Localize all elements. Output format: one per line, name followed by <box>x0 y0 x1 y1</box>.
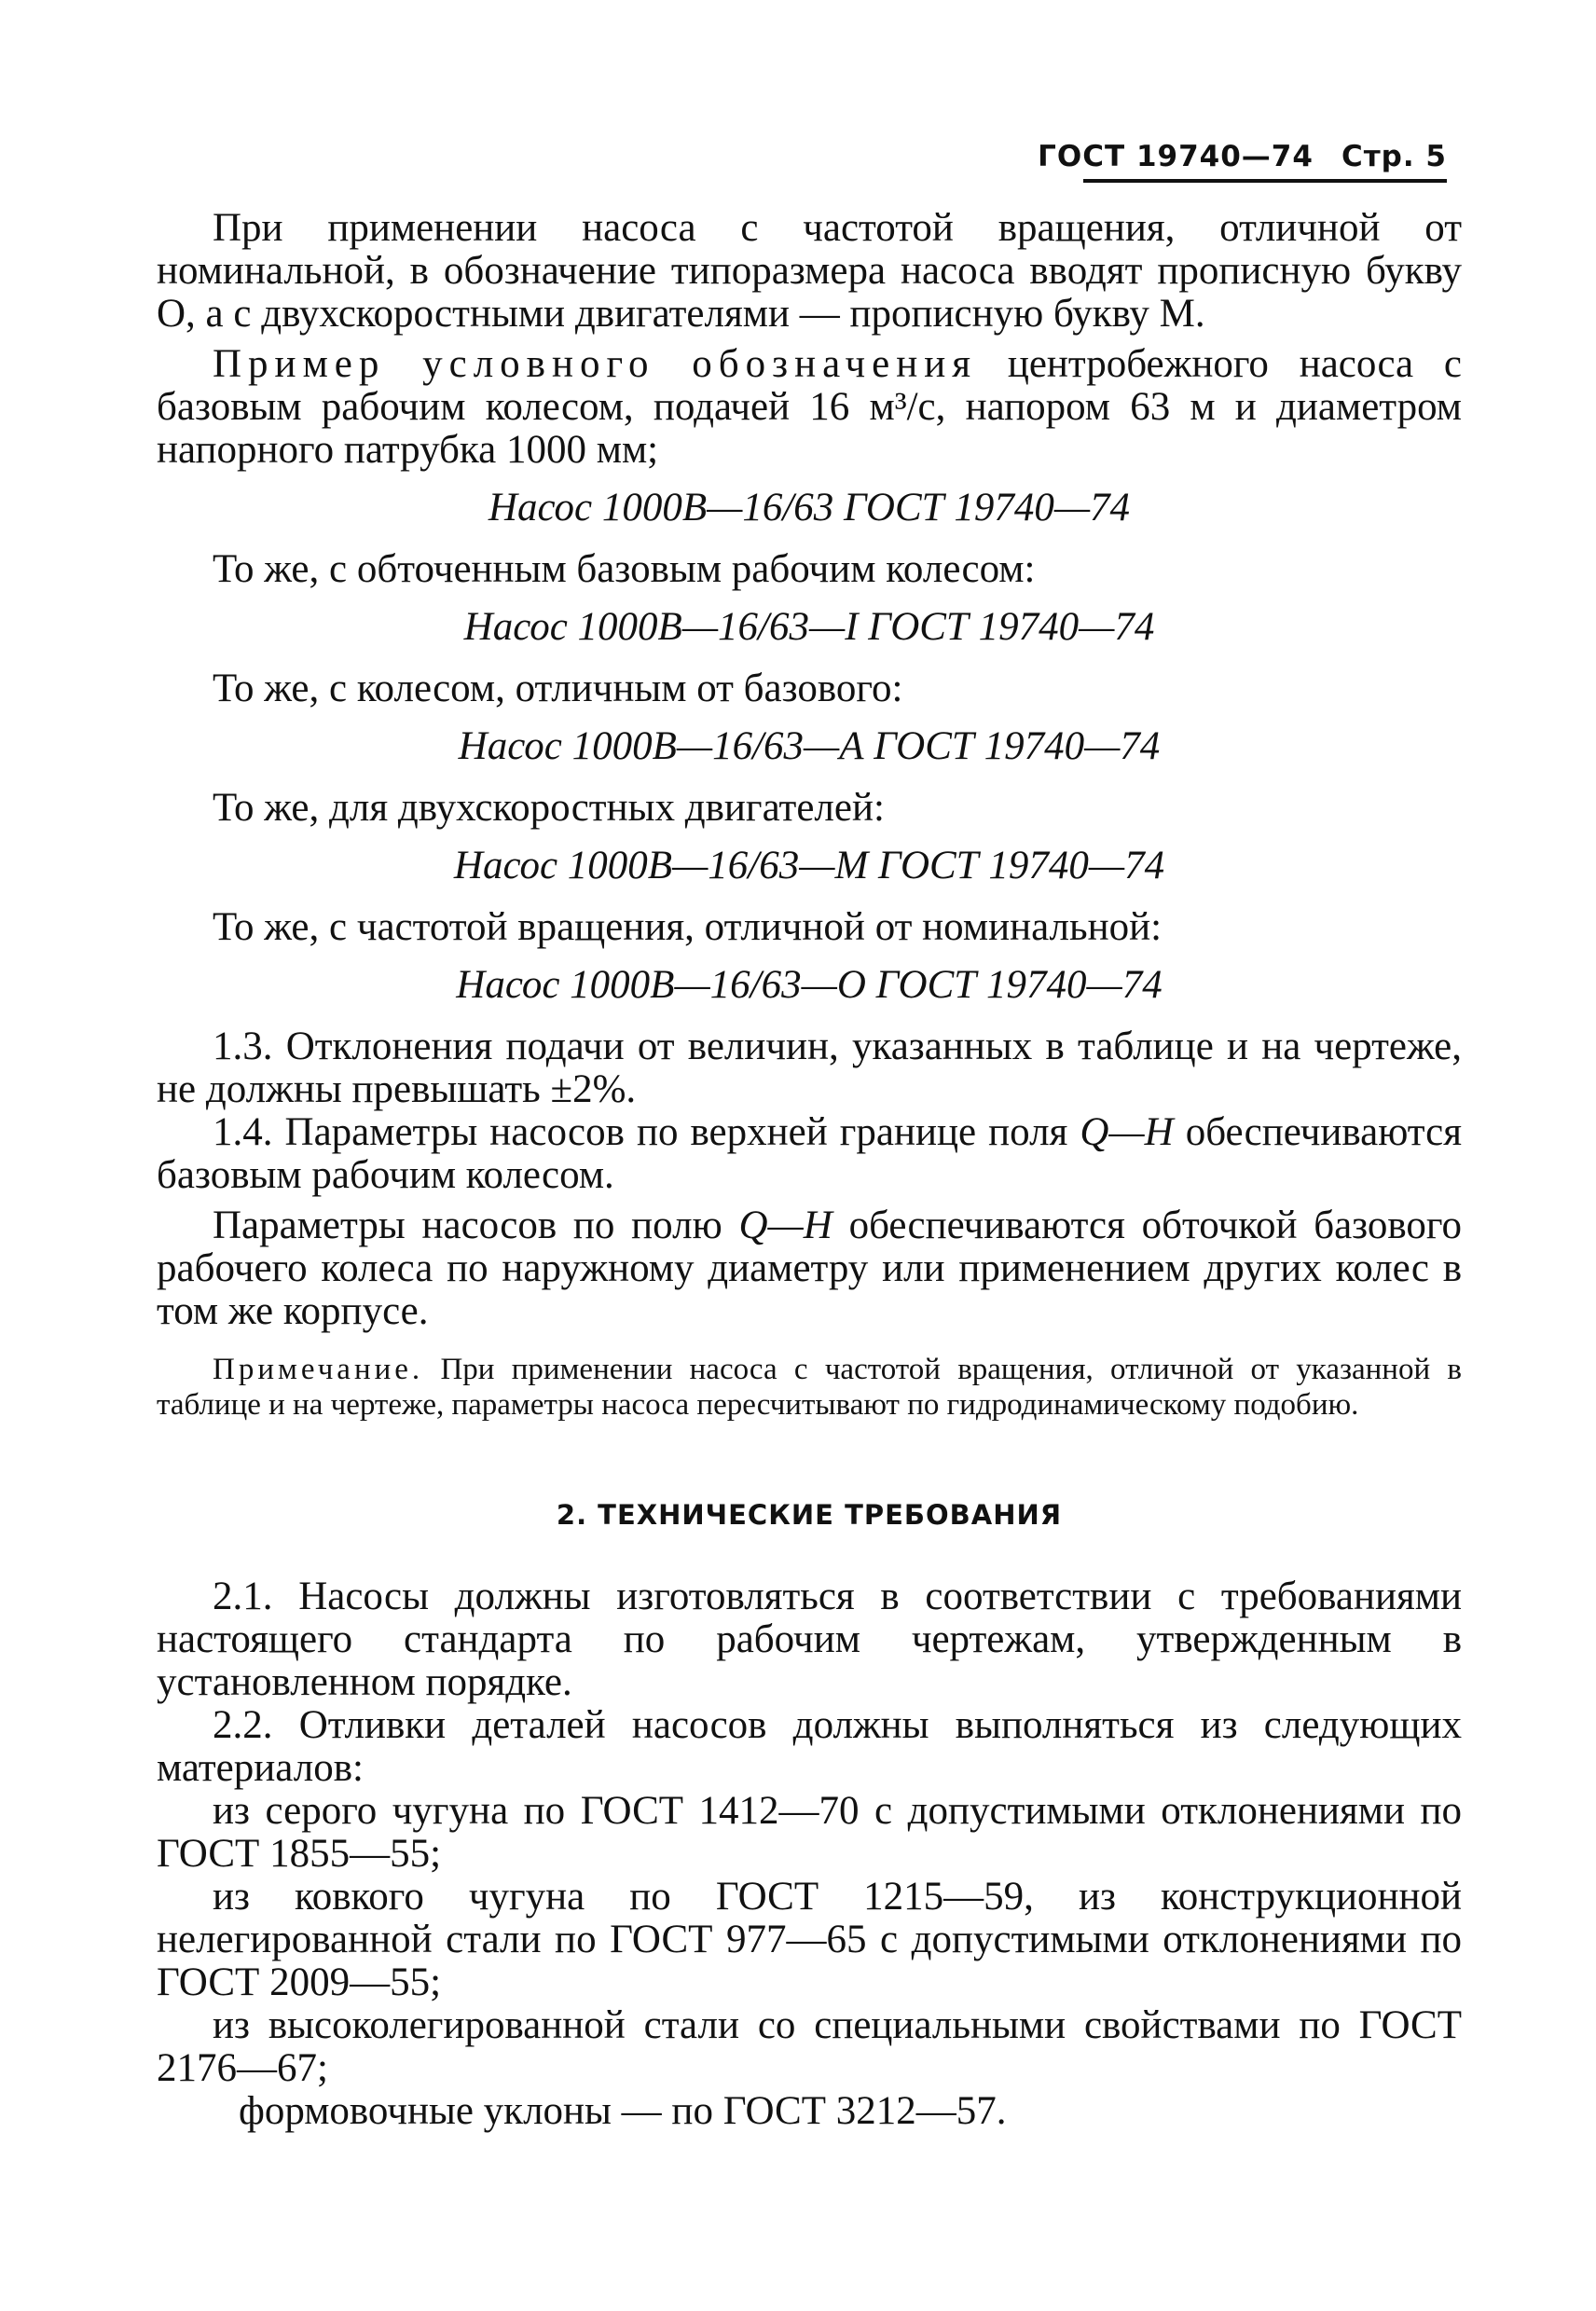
note-text: При применении насоса с частотой вращения, отличной от указанной в таблице и на чертеже, параметры насоса пересчитывают по гидродинамическому подобию. <box>157 1353 1462 1422</box>
note-paragraph <box>157 1352 1462 1423</box>
p1-4-before: 1.4. Параметры насосов по верхней границе поля <box>213 1110 1080 1154</box>
paragraph-2-2: 2.2. Отливки деталей насосов должны выполняться из следующих материалов: <box>157 1703 1462 1790</box>
header-rule <box>1083 179 1447 183</box>
designation-formula: Насос 1000В—16/63—М ГОСТ 19740—74 <box>453 844 1165 887</box>
designation-formula: Насос 1000В—16/63 ГОСТ 19740—74 <box>488 486 1131 530</box>
document-page <box>157 140 1462 2133</box>
variant-line: То же, с колесом, отличным от базового: <box>213 667 903 710</box>
section-2-title: 2. ТЕХНИЧЕСКИЕ ТРЕБОВАНИЯ <box>556 1499 1063 1531</box>
page-header <box>157 140 1462 173</box>
designation-formula: Насос 1000В—16/63—А ГОСТ 19740—74 <box>458 724 1161 768</box>
example-lead: Пример условного обозначения <box>213 342 978 386</box>
paragraph-example <box>157 343 1462 472</box>
paragraph-1-4 <box>157 1111 1462 1197</box>
p1-4b-before: Параметры насосов по полю <box>213 1204 739 1247</box>
standard-number: ГОСТ 19740—74 <box>1038 140 1314 173</box>
paragraph-2-1: 2.1. Насосы должны изготовляться в соответствии с требованиями настоящего стандарта по рабочим чертежам, утвержденным в установленном порядке. <box>157 1575 1462 1704</box>
page-number: Стр. 5 <box>1341 140 1447 173</box>
material-item: из высоколегированной стали со специальными свойствами по ГОСТ 2176—67; <box>157 2003 1462 2090</box>
material-item: из серого чугуна по ГОСТ 1412—70 с допустимыми отклонениями по ГОСТ 1855—55; <box>157 1789 1462 1876</box>
qh-field-label: Q—H <box>738 1204 832 1247</box>
variant-line: То же, с частотой вращения, отличной от номинальной: <box>213 905 1163 949</box>
p1-4-after: обеспечиваются базовым рабочим колесом. <box>157 1110 1462 1197</box>
designation-formula: Насос 1000В—16/63—I ГОСТ 19740—74 <box>463 605 1155 649</box>
paragraph-intro: При применении насоса с частотой вращения, отличной от номинальной, в обозначение типоразмера насоса вводят прописную букву О, а с двухскоростными двигателями — прописную букву М. <box>157 206 1462 336</box>
example-text: центробежного насоса с базовым рабочим колесом, подачей 16 м³/с, напором 63 м и диаметром напорного патрубка 1000 мм; <box>157 342 1462 472</box>
paragraph-1-4-b <box>157 1204 1462 1333</box>
variant-line: То же, с обточенным базовым рабочим колесом: <box>213 547 1036 591</box>
variant-line: То же, для двухскоростных двигателей: <box>213 786 885 830</box>
note-label: Примечание. <box>213 1353 424 1386</box>
qh-field-label: Q—H <box>1080 1110 1174 1154</box>
material-item: из ковкого чугуна по ГОСТ 1215—59, из конструкционной нелегированной стали по ГОСТ 977—65 с допустимыми отклонениями по ГОСТ 2009—55; <box>157 1875 1462 2004</box>
p1-4b-after: обеспечиваются обточкой базового рабочего колеса по наружному диаметру или применением других колес в том же корпусе. <box>157 1204 1462 1333</box>
paragraph-1-3: 1.3. Отклонения подачи от величин, указанных в таблице и на чертеже, не должны превышать ±2%. <box>157 1025 1462 1111</box>
designation-formula: Насос 1000В—16/63—О ГОСТ 19740—74 <box>456 963 1163 1007</box>
last-line: формовочные уклоны — по ГОСТ 3212—57. <box>239 2089 1007 2133</box>
